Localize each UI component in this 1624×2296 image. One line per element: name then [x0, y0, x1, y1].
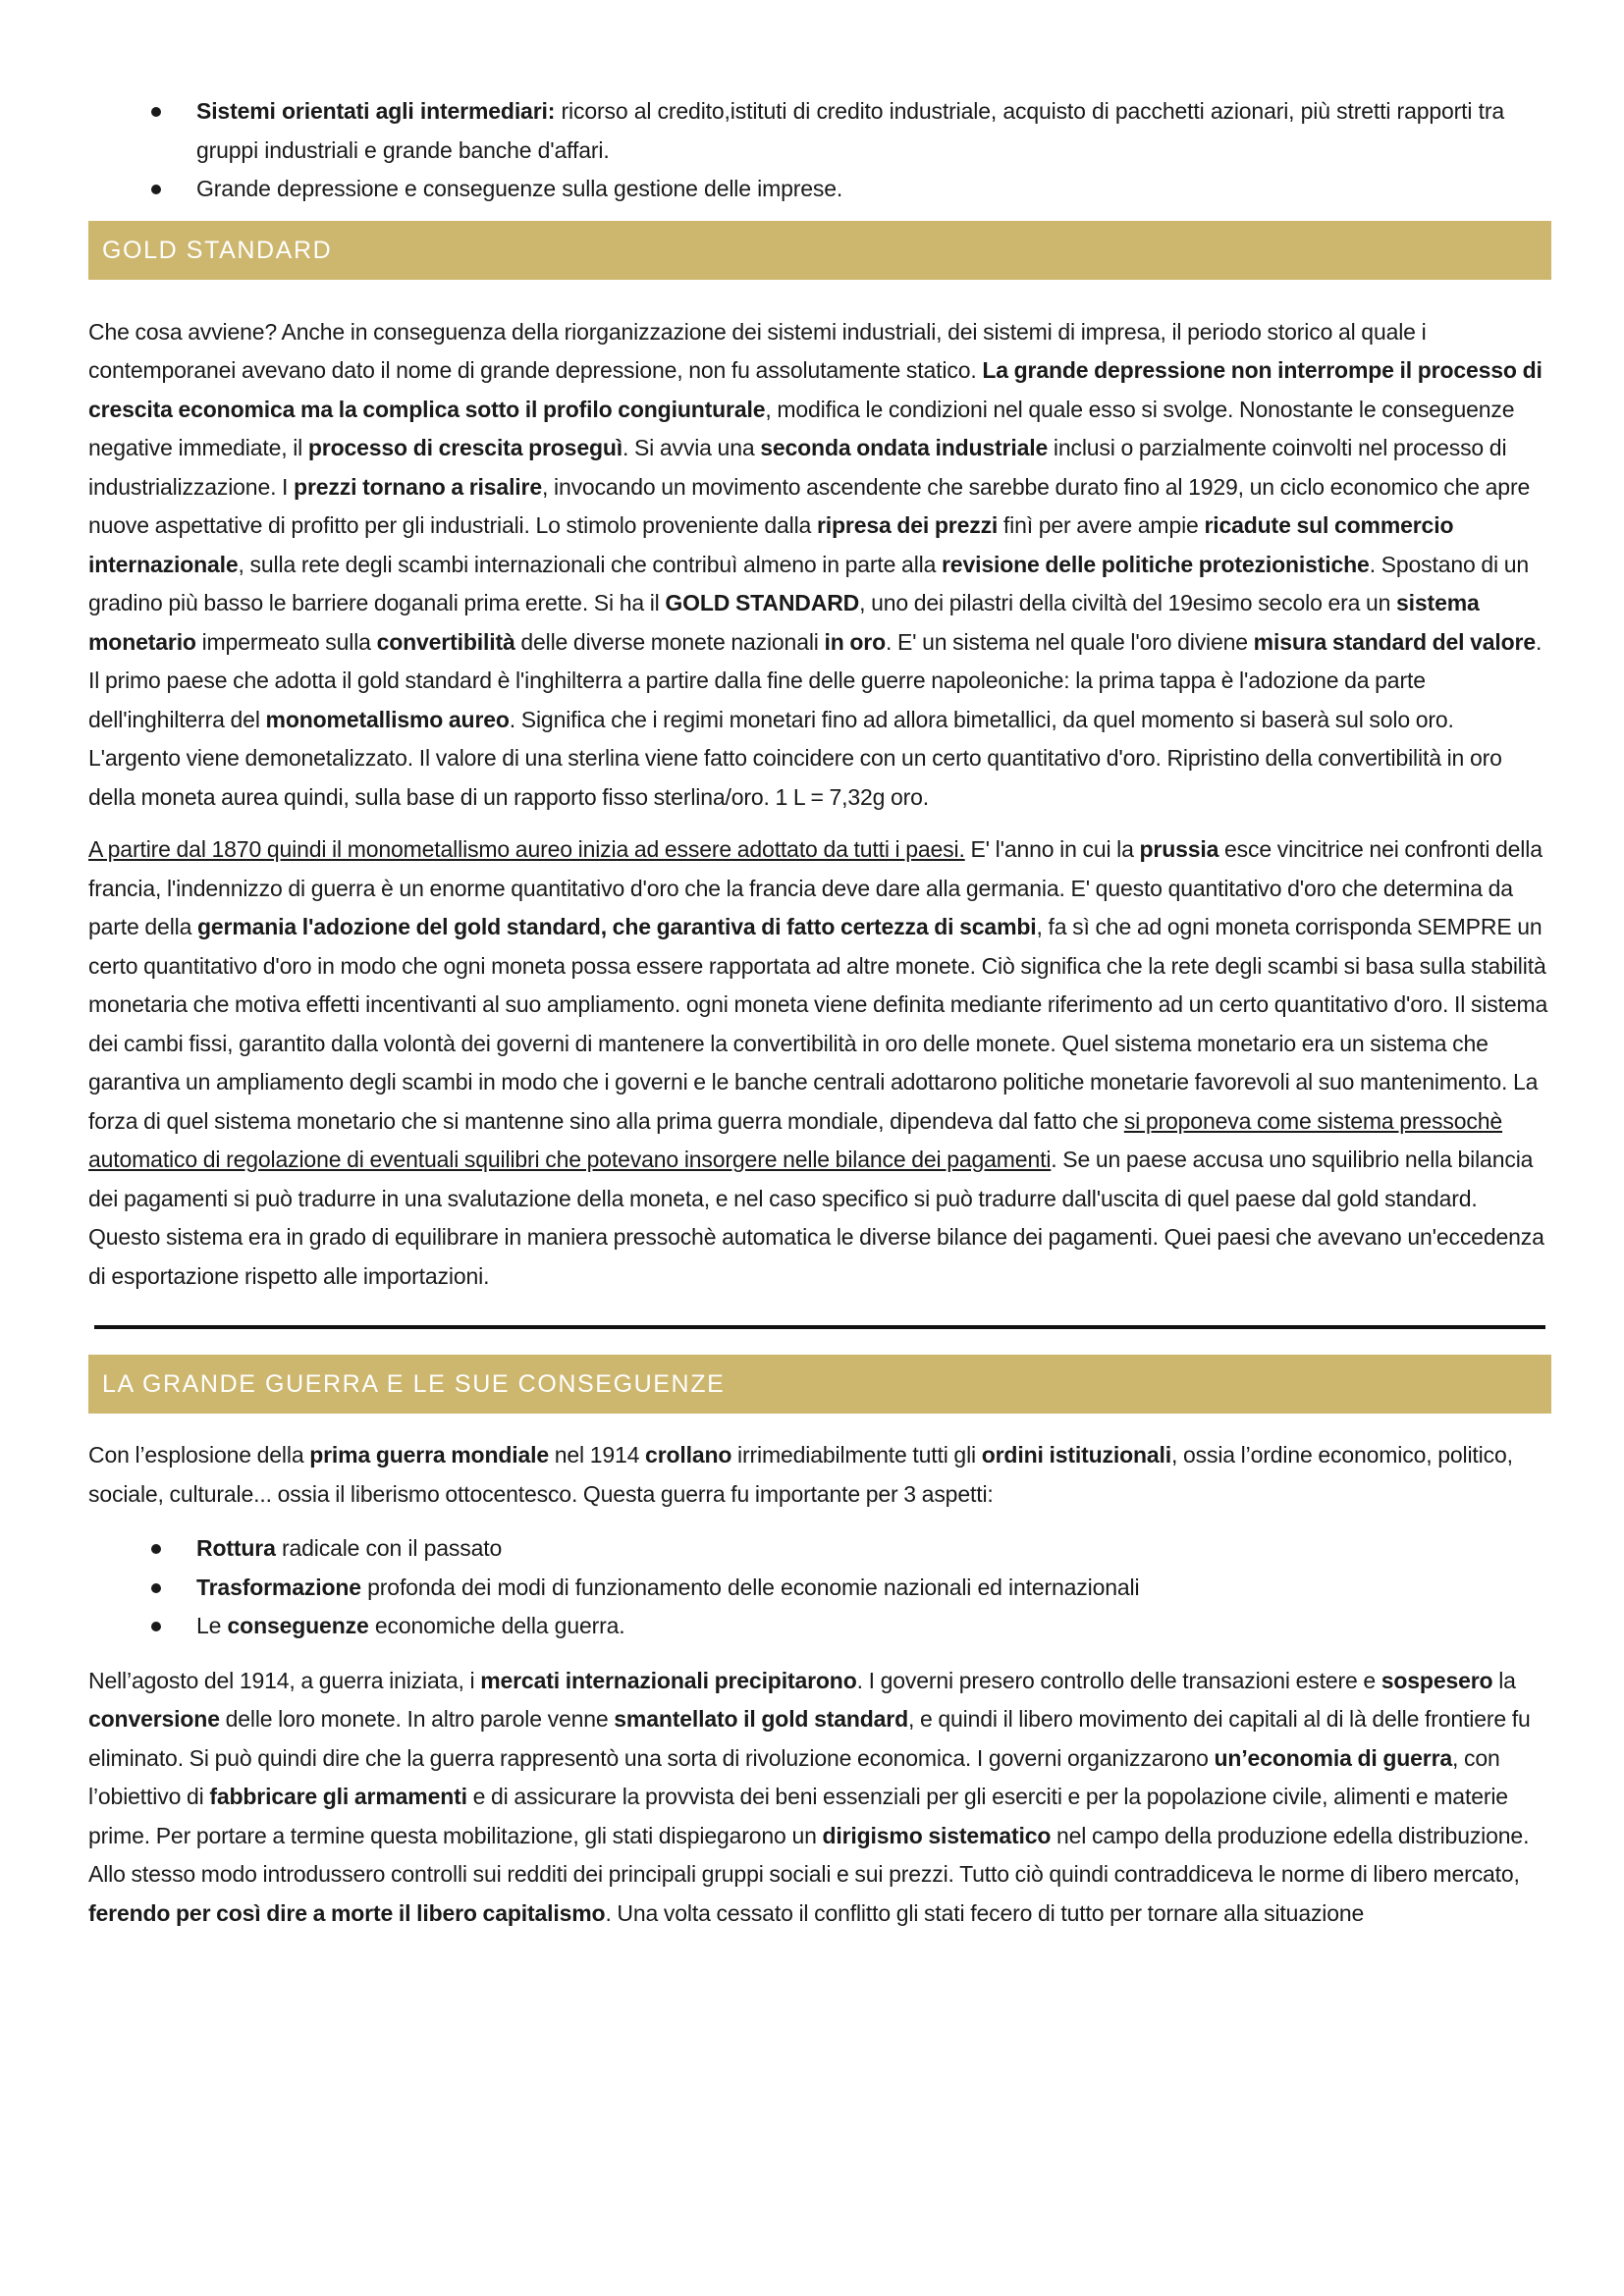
text-run: esce vincitrice nei confronti della francia, l'indennizzo di guerra è un enorme quantitativo d'oro che la francia deve dare alla germania. E' questo quantitativo d'oro che determina da parte della [88, 836, 1543, 939]
bold-run: crollano [645, 1442, 732, 1468]
document-page [88, 88, 1551, 1933]
text-run: , invocando un movimento ascendente che sarebbe durato fino al 1929, un ciclo economico che apre nuove aspettative di profitto per gli industriali. Lo stimolo proveniente dalla [88, 473, 1531, 538]
text-run: , sulla rete degli scambi internazionali che contribuì almeno in parte alla [238, 551, 942, 577]
bold-run: convertibilità [376, 628, 515, 655]
text-run: . E' un sistema nel quale l'oro diviene [886, 628, 1254, 655]
bold-run: processo di crescita proseguì [307, 435, 623, 460]
bullet-text: profonda dei modi di funzionamento delle economie nazionali ed internazionali [360, 1574, 1140, 1600]
text-run: nel campo della produzione edella distribuzione. Allo stesso modo introdussero controlli sui redditi dei principali gruppi sociali e sui prezzi. Tutto ciò quindi contraddiceva le norme di libero mercato, [88, 1822, 1530, 1887]
bold-run: smantellato il gold standard [614, 1706, 909, 1732]
bold-run: mercati internazionali precipitarono [480, 1667, 857, 1693]
text-run: . I governi presero controllo delle transazioni estere e [856, 1667, 1381, 1693]
bullet-pre-text: Le [196, 1613, 228, 1638]
bold-run: ricadute sul commercio internazionale [88, 512, 1454, 577]
text-run: delle loro monete. In altro parole venne [219, 1706, 615, 1732]
text-run: nel 1914 [549, 1442, 646, 1468]
paragraph-gold-standard-2 [88, 830, 1551, 1296]
horizontal-rule [94, 1325, 1545, 1329]
bullet-item [88, 1529, 1551, 1569]
bold-run: conversione [88, 1706, 220, 1732]
bold-run: misura standard del valore [1253, 628, 1536, 655]
text-run: , uno dei pilastri della civiltà del 19esimo secolo era un [859, 590, 1397, 615]
top-bullet-list [88, 92, 1551, 209]
paragraph-gold-standard-1 [88, 313, 1551, 818]
text-run: la [1492, 1667, 1516, 1693]
text-run: Che cosa avviene? Anche in conseguenza della riorganizzazione dei sistemi industriali, dei sistemi di impresa, il periodo storico al quale i contemporanei avevano dato il nome di grande depressione, non fu assolutamente statico. [88, 318, 1427, 383]
bullet-text: radicale con il passato [275, 1535, 503, 1561]
bold-run: La grande depressione non interrompe il processo di crescita economica ma la complica sotto il profilo congiunturale [88, 357, 1543, 422]
bullet-item [88, 1569, 1551, 1608]
underlined-run: si proponeva come sistema pressochè automatico di regolazione di eventuali squilibri che potevano insorgere nelle bilance dei pagamenti [88, 1107, 1503, 1172]
bold-run: sistema monetario [88, 590, 1480, 655]
bold-run: sospesero [1380, 1667, 1493, 1693]
bullet-item [88, 170, 1551, 209]
bold-run: seconda ondata industriale [760, 435, 1049, 460]
bullet-item [88, 1607, 1551, 1646]
text-run: . Significa che i regimi monetari fino ad allora bimetallici, da quel momento si baserà sul solo oro. L'argento viene demonetalizzato. Il valore di una sterlina viene fatto coincidere con un certo quantitativo d'oro. Ripristino della convertibilità in oro della moneta aurea quindi, sulla base di un rapporto fisso sterlina/oro. 1 L = 7,32g oro. [88, 706, 1502, 810]
bold-run: revisione delle politiche protezionistiche [942, 551, 1370, 577]
paragraph-grande-guerra-2 [88, 1662, 1551, 1934]
bullet-dot-icon [151, 1583, 161, 1593]
bold-run: germania l'adozione del gold standard, che garantiva di fatto certezza di scambi [197, 914, 1037, 939]
text-run: . Spostano di un gradino più basso le barriere doganali prima erette. Si ha il [88, 551, 1530, 615]
text-run: . Se un paese accusa uno squilibrio nella bilancia dei pagamenti si può tradurre in una svalutazione della moneta, e nel caso specifico si può tradurre dall'uscita di quel paese dal gold standard. Questo sistema era in grado di equilibrare in maniera pressochè automatica le diverse bilance dei pagamenti. Quei paesi che avevano un'eccedenza di esportazione rispetto alle importazioni. [88, 1147, 1544, 1289]
bold-run: ferendo per così dire a morte il libero capitalismo [88, 1899, 606, 1926]
bullet-dot-icon [151, 1622, 161, 1631]
bold-run: prezzi tornano a risalire [294, 473, 542, 500]
text-run: e di assicurare la provvista dei beni essenziali per gli eserciti e per la popolazione civile, alimenti e materie prime. Per portare a termine questa mobilitazione, gli stati dispiegarono un [88, 1784, 1508, 1848]
text-run: E' l'anno in cui la [964, 836, 1140, 862]
text-run: , e quindi il libero movimento dei capitali al di là delle frontiere fu eliminato. Si può quindi dire che la guerra rappresentò una sorta di rivoluzione economica. I governi organizzarono [88, 1706, 1531, 1771]
war-aspects-list [88, 1529, 1551, 1646]
text-run: delle diverse monete nazionali [514, 628, 825, 655]
bold-run: monometallismo aureo [265, 706, 510, 732]
text-run: . Si avvia una [623, 435, 761, 460]
bullet-bold-text: Rottura [196, 1535, 276, 1561]
bullet-item [88, 92, 1551, 170]
text-run: . Il primo paese che adotta il gold standard è l'inghilterra a partire dalla fine delle guerre napoleoniche: la prima tappa è l'adozione da parte dell'inghilterra del [88, 628, 1543, 732]
bullet-bold-text: Trasformazione [196, 1574, 361, 1600]
bold-run: in oro [824, 628, 886, 655]
text-run: impermeato sulla [195, 628, 377, 655]
bullet-text: ricorso al credito,istituti di credito industriale, acquisto di pacchetti azionari, più stretti rapporti tra gruppi industriali e grande banche d'affari. [196, 98, 1504, 163]
bullet-dot-icon [151, 107, 161, 117]
text-run: inclusi o parzialmente coinvolti nel processo di industrializzazione. I [88, 435, 1507, 500]
bullet-text: Grande depressione e conseguenze sulla gestione delle imprese. [196, 176, 843, 201]
bullet-dot-icon [151, 185, 161, 194]
bold-run: un’economia di guerra [1214, 1744, 1453, 1771]
paragraph-grande-guerra-1 [88, 1436, 1551, 1514]
text-run: , con l’obiettivo di [88, 1744, 1500, 1809]
bullet-dot-icon [151, 1544, 161, 1554]
bold-run: ripresa dei prezzi [816, 512, 999, 538]
bullet-text: economiche della guerra. [368, 1613, 625, 1638]
bold-run: GOLD STANDARD [665, 590, 860, 615]
bold-run: prima guerra mondiale [309, 1442, 550, 1468]
bold-run: ordini istituzionali [981, 1442, 1172, 1468]
text-run: Nell’agosto del 1914, a guerra iniziata, i [88, 1667, 481, 1693]
bold-run: prussia [1139, 836, 1219, 862]
text-run: Con l’esplosione della [88, 1442, 310, 1468]
text-run: finì per avere ampie [998, 512, 1205, 538]
text-run: , modifica le condizioni nel quale esso si svolge. Nonostante le conseguenze negative immediate, il [88, 396, 1515, 460]
bullet-bold-text: Sistemi orientati agli intermediari: [196, 98, 556, 124]
text-run: , fa sì che ad ogni moneta corrisponda SEMPRE un certo quantitativo d'oro in modo che ogni moneta possa essere rapportata ad altre monete. Ciò significa che la rete degli scambi si basa sulla stabilità monetaria che motiva effetti incentivanti al suo ampliamento. ogni moneta viene definita mediante riferimento ad un certo quantitativo d'oro. Il sistema dei cambi fissi, garantito dalla volontà dei governi di mantenere la convertibilità in oro delle monete. Quel sistema monetario era un sistema che garantiva un ampliamento degli scambi in modo che i governi e le banche centrali adottarono politiche monetarie favorevoli al suo mantenimento. La forza di quel sistema monetario che si mantenne sino alla prima guerra mondiale, dipendeva dal fatto che [88, 914, 1548, 1134]
text-run: irrimediabilmente tutti gli [731, 1442, 982, 1468]
section-header-gold-standard: GOLD STANDARD [88, 221, 1551, 280]
text-run: , ossia l’ordine economico, politico, sociale, culturale... ossia il liberismo ottocentesco. Questa guerra fu importante per 3 aspetti: [88, 1442, 1513, 1507]
bullet-bold-text: conseguenze [227, 1613, 369, 1638]
section-header-grande-guerra: LA GRANDE GUERRA E LE SUE CONSEGUENZE [88, 1355, 1551, 1414]
bold-run: fabbricare gli armamenti [209, 1784, 467, 1809]
text-run: . Una volta cessato il conflitto gli stati fecero di tutto per tornare alla situazione [605, 1899, 1365, 1926]
bold-run: dirigismo sistematico [822, 1822, 1052, 1848]
underlined-run: A partire dal 1870 quindi il monometallismo aureo inizia ad essere adottato da tutti i paesi. [88, 836, 965, 862]
